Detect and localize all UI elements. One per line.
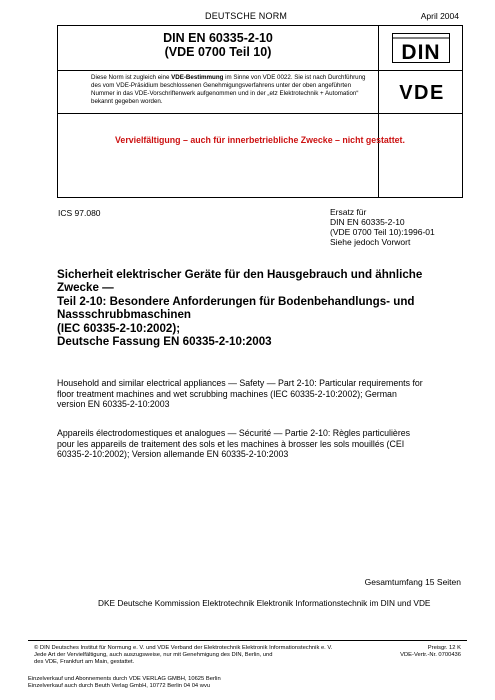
price-line: VDE-Vertr.-Nr. 0700436 xyxy=(400,651,461,658)
german-title xyxy=(57,268,457,348)
sales-line: Einzelverkauf und Abonnements durch VDE VERLAG GMBH, 10625 Berlin xyxy=(28,676,221,682)
header-box xyxy=(57,25,463,198)
vde-note-part-2: VDE-Bestimmung xyxy=(171,74,224,81)
replacement-line: Ersatz für xyxy=(330,207,367,217)
german-title-line: Deutsche Fassung EN 60335-2-10:2003 xyxy=(57,335,272,349)
copyright-line: © DIN Deutsches Institut für Normung e. V. und VDE Verband der Elektrotechnik Elektronik Informationstechnik e. V. xyxy=(34,645,333,651)
german-title-line: Sicherheit elektrischer Geräte für den Hausgebrauch und ähnliche xyxy=(57,268,423,281)
dke-commission: DKE Deutsche Kommission Elektrotechnik Elektronik Informationstechnik im DIN und VDE xyxy=(98,598,431,608)
price-line: Preisgr. 12 K xyxy=(427,645,461,651)
document-number: DIN EN 60335-2-10 xyxy=(163,31,273,45)
vde-note xyxy=(91,74,375,106)
replacement-line: (VDE 0700 Teil 10):1996-01 xyxy=(330,227,435,237)
english-title-line: version EN 60335-2-10:2003 xyxy=(57,399,170,410)
french-title-line: Appareils électrodomestiques et analogues — Sécurité — Partie 2-10: Règles particulières xyxy=(57,428,411,438)
copyright-line: Jede Art der Vervielfältigung, auch auszugsweise, nur mit Genehmigung des DIN, Berlin, und xyxy=(34,651,273,658)
english-title xyxy=(57,378,467,410)
vde-logo-text: VDE xyxy=(399,82,445,102)
replacement-info xyxy=(330,207,435,247)
french-title xyxy=(57,428,467,460)
french-title-line: pour les appareils de traitement des sols et les machines à brosser les sols mouillés (CEI xyxy=(57,438,405,449)
german-title-line: Zwecke — xyxy=(57,281,114,295)
norm-type-label: DEUTSCHE NORM xyxy=(205,11,288,21)
ics-code: ICS 97.080 xyxy=(58,208,101,218)
din-logo-icon xyxy=(392,33,450,63)
price-group xyxy=(400,645,461,659)
english-title-line: floor treatment machines and wet scrubbing machines (IEC 60335-2-10:2002); German xyxy=(57,388,397,399)
vde-note-part-3: im Sinne von VDE 0022. Sie ist nach Durchführung des vom VDE-Präsidium beschlossenen Genehmigungsverfahrens unter der oben angeführten Nummer in das VDE-Vorschriftenwerk aufgenommen und in der „etz Elektrotechnik + Automation“ bekannt gegeben worden. xyxy=(91,74,366,105)
vde-number: (VDE 0700 Teil 10) xyxy=(164,45,272,59)
copyright-line: des VDE, Frankfurt am Main, gestattet. xyxy=(34,658,135,665)
copyright-notice xyxy=(34,645,364,665)
vde-logo-icon xyxy=(389,80,455,102)
sales-line: Einzelverkauf auch durch Beuth Verlag GmbH, 10772 Berlin 04 04 wvu xyxy=(28,682,211,689)
german-title-line: Teil 2-10: Besondere Anforderungen für Bodenbehandlungs- und xyxy=(57,294,415,308)
reproduction-warning: Vervielfältigung – auch für innerbetriebliche Zwecke – nicht gestattet. xyxy=(115,135,405,145)
footer-divider xyxy=(28,640,467,641)
total-pages: Gesamtumfang 15 Seiten xyxy=(364,577,461,587)
sales-info xyxy=(28,676,368,690)
box-divider-vertical xyxy=(378,26,379,197)
german-title-line: Nassschrubbmaschinen xyxy=(57,308,192,322)
box-divider-bottom xyxy=(58,113,462,114)
vde-note-part-1: Diese Norm ist zugleich eine xyxy=(91,74,172,81)
german-title-line: (IEC 60335-2-10:2002); xyxy=(57,321,181,335)
box-divider-top xyxy=(58,70,462,71)
french-title-line: 60335-2-10:2002); Version allemande EN 60335-2-10:2003 xyxy=(57,449,289,460)
english-title-line: Household and similar electrical appliances — Safety — Part 2-10: Particular requirements for xyxy=(57,378,423,388)
replacement-line: DIN EN 60335-2-10 xyxy=(330,217,405,227)
din-logo-text: DIN xyxy=(401,41,441,63)
replacement-line: Siehe jedoch Vorwort xyxy=(330,237,411,247)
issue-date: April 2004 xyxy=(420,11,459,21)
